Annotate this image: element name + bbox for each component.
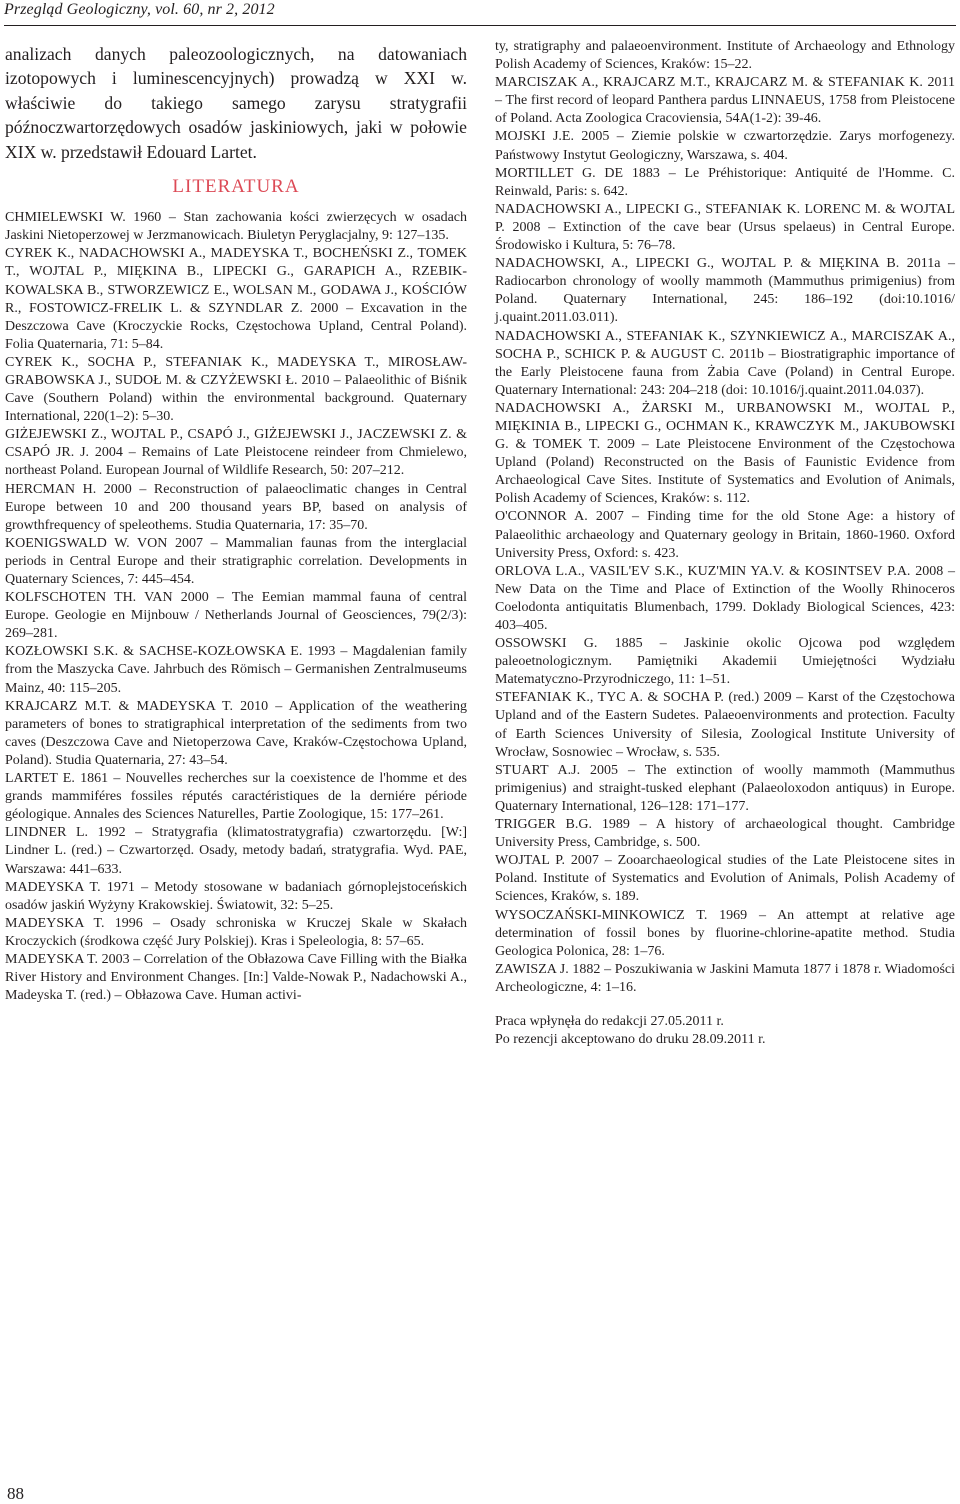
reference-item: MARCISZAK A., KRAJCARZ M.T., KRAJCARZ M. & STEFANIAK K. 2011 – The first record of leopard Panthera pardus LINNAEUS, 1758 from Pleistocene of Poland. Acta Zoologica Cracoviensia, 54A(1-2): 39-46. [495, 75, 955, 127]
reference-item: MORTILLET G. DE 1883 – Le Préhistorique: Antiquité de l'Homme. C. Reinwald, Paris: s. 642. [495, 165, 955, 199]
reference-item: O'CONNOR A. 2007 – Finding time for the old Stone Age: a history of Palaeolithic archaeology and Quaternary geology in Britain, 1860-1960. Oxford University Press, Oxford: s. 423. [495, 509, 955, 561]
reference-list-left [5, 209, 467, 1005]
reference-item: GIŻEJEWSKI Z., WOJTAL P., CSAPÓ J., GIŻEJEWSKI J., JACZEWSKI Z. & CSAPÓ JR. J. 2004 – Remains of Late Pleistocene reindeer from Chmielewo, northeast Poland. European Journal of Wildlife Research, 50: 207–212. [5, 427, 467, 479]
reference-item: MADEYSKA T. 1971 – Metody stosowane w badaniach górnoplejstoceńskich osadów jaskiń Wyżyny Krakowskiej. Światowit, 32: 5–25. [5, 879, 467, 913]
editorial-notes [495, 1013, 955, 1049]
reference-item: MADEYSKA T. 2003 – Correlation of the Obłazowa Cave Filling with the Białka River History and Environment Changes. [In:] Valde-Nowak P., Nadachowski A., Madeyska T. (red.) – Obłazowa Cave. Human activi- [5, 951, 467, 1004]
reference-item: WYSOCZAŃSKI-MINKOWICZ T. 1969 – An attempt at relative age determination of fossil bones by fluorine-chlorine-apatite method. Studia Geologica Polonica, 28: 1–76. [495, 907, 955, 959]
reference-item: TRIGGER B.G. 1989 – A history of archaeological thought. Cambridge University Press, Cambridge, s. 500. [495, 817, 955, 851]
reference-item: NADACHOWSKI, A., LIPECKI G., WOJTAL P. & MIĘKINA B. 2011a – Radiocarbon chronology of woolly mammoth (Mammuthus primigenius) from Poland. Quaternary International, 245: 186–192 (doi:10.1016/ j.quaint.2011.03.011). [495, 256, 955, 326]
reference-list-right [495, 38, 955, 997]
reference-item: LARTET E. 1861 – Nouvelles recherches sur la coexistence de l'homme et des grands mammiféres fossiles réputés caractéristiques de la derniére période géologique. Annales des Sciences Naturelles, Partie Zoologique, 15: 177–261. [5, 771, 467, 823]
reference-item: KRAJCARZ M.T. & MADEYSKA T. 2010 – Application of the weathering parameters of bones to stratigraphical interpretation of the sediments from two caves (Deszczowa Cave and Nietoperzowa Cave, Kraków-Częstochowa Upland, Poland). Studia Quaternaria, 27: 43–54. [5, 698, 467, 768]
received-note: Praca wpłynęła do redakcji 27.05.2011 r. [495, 1013, 724, 1029]
reference-item: KOENIGSWALD W. VON 2007 – Mammalian faunas from the interglacial periods in Central Europe and their stratigraphic correlation. Developments in Quaternary Sciences, 7: 445–454. [5, 535, 467, 587]
reference-item: NADACHOWSKI A., LIPECKI G., STEFANIAK K. LORENC M. & WOJTAL P. 2008 – Extinction of the cave bear (Ursus spelaeus) in Central Europe. Środowisko i Kultura, 5: 76–78. [495, 201, 955, 254]
reference-item: MADEYSKA T. 1996 – Osady schroniska w Kruczej Skale w Skałach Kroczyckich (środkowa część Jury Polskiej). Kras i Speleologia, 8: 57–65. [5, 915, 467, 949]
body-paragraph: analizach danych paleozoologicznych, na datowaniach izotopowych i luminescencyjnych) prowadzą w XXI w. właściwie do takiego samego zarysu stratygrafii późnoczwartorzędowych osadów jaskiniowych, jaki w połowie XIX w. przedstawił Edouard Lartet. [5, 44, 467, 162]
reference-item: LINDNER L. 1992 – Stratygrafia (klimatostratygrafia) czwartorzędu. [W:] Lindner L. (red.) – Czwartorzęd. Osady, metody badań, stratygrafia. Wyd. PAE, Warszawa: 441–633. [5, 825, 467, 877]
left-column [5, 38, 467, 1005]
reference-item: KOZŁOWSKI S.K. & SACHSE-KOZŁOWSKA E. 1993 – Magdalenian family from the Maszycka Cave. Jahrbuch des Römisch – Germanishen Zentralmuseums Mainz, 40: 115–205. [5, 644, 467, 696]
reference-item: ORLOVA L.A., VASIL'EV S.K., KUZ'MIN YA.V. & KOSINTSEV P.A. 2008 – New Data on the Time and Place of Extinction of the Woolly Rhinoceros Coelodonta antiquitatis Blumenbach, 1799. Doklady Biological Sciences, 423: 403–405. [495, 563, 955, 633]
reference-item: ty, stratigraphy and palaeoenvironment. Institute of Archaeology and Ethnology Polish Academy of Sciences, Kraków: 15–22. [495, 39, 955, 73]
reference-item: WOJTAL P. 2007 – Zooarchaeological studies of the Late Pleistocene sites in Poland. Institute of Systematics and Evolution of Animals, Polish Academy of Sciences, Kraków, s. 189. [495, 853, 955, 905]
reference-item: ZAWISZA J. 1882 – Poszukiwania w Jaskini Mamuta 1877 i 1878 r. Wiadomości Archeologiczne, 4: 1–16. [495, 961, 955, 995]
running-header [4, 0, 956, 26]
reference-item: STEFANIAK K., TYC A. & SOCHA P. (red.) 2009 – Karst of the Częstochowa Upland and of the Eastern Sudetes. Palaeoenvironments and protection. Faculty of Earth Sciences University of Silesia, Zoological Institute University of Wrocław, Sosnowiec – Wrocław, s. 535. [495, 690, 955, 760]
reference-item: HERCMAN H. 2000 – Reconstruction of palaeoclimatic changes in Central Europe between 10 and 200 thousand years BP, based on analysis of growthfrequency of speleothems. Studia Quaternaria, 17: 35–70. [5, 481, 467, 533]
reference-item: CYREK K., SOCHA P., STEFANIAK K., MADEYSKA T., MIROSŁAW-GRABOWSKA J., SUDOŁ M. & CZYŻEWSKI Ł. 2010 – Palaeolithic of Biśnik Cave (Southern Poland) within the environmental background. Quaternary International, 220(1–2): 5–30. [5, 354, 467, 425]
reference-item: MOJSKI J.E. 2005 – Ziemie polskie w czwartorzędzie. Zarys morfogenezy. Państwowy Instytut Geologiczny, Warszawa, s. 404. [495, 129, 955, 163]
reference-item: STUART A.J. 2005 – The extinction of woolly mammoth (Mammuthus primigenius) and straight-tusked elephant (Palaeoloxodon antiquus) in Europe. Quaternary International, 126–128: 171–177. [495, 762, 955, 814]
reference-item: CHMIELEWSKI W. 1960 – Stan zachowania kości zwierzęcych w osadach Jaskini Nietoperzowej w Jerzmanowicach. Biuletyn Peryglacjalny, 9: 127–135. [5, 210, 467, 244]
section-title-literatura: LITERATURA [172, 176, 300, 198]
accepted-note: Po rezencji akceptowano do druku 28.09.2011 r. [495, 1032, 766, 1048]
page-number: 88 [7, 1484, 24, 1503]
right-column [495, 38, 955, 1049]
reference-item: NADACHOWSKI A., STEFANIAK K., SZYNKIEWICZ A., MARCISZAK A., SOCHA P., SCHICK P. & AUGUST C. 2011b – Biostratigraphic importance of the Early Pleistocene fauna from Żabia Cave (Poland) in Central Europe. Quaternary International: 243: 204–218 (doi: 10.1016/j.quaint.2011.04.037). [495, 328, 955, 398]
reference-item: CYREK K., NADACHOWSKI A., MADEYSKA T., BOCHEŃSKI Z., TOMEK T., WOJTAL P., MIĘKINA B., LIPECKI G., GARAPICH A., RZEBIK-KOWALSKA B., STWORZEWICZ E., WOLSAN M., GODAWA J., KOŚCIÓW R., FOSTOWICZ-FRELIK L. & SZYNDLAR Z. 2000 – Excavation in the Deszczowa Cave (Kroczyckie Rocks, Częstochowa Upland, Central Poland). Folia Quaternaria, 71: 5–84. [5, 246, 467, 352]
reference-item: NADACHOWSKI A., ŻARSKI M., URBANOWSKI M., WOJTAL P., MIĘKINIA B., LIPECKI G., OCHMAN K., KRAWCZYK M., JAKUBOWSKI G. & TOMEK T. 2009 – Late Pleistocene Environment of the Częstochowa Upland (Poland) Reconstructed on the Basis of Faunistic Evidence from Archaeological Cave Sites. Institute of Systematics and Evolution of Animals, Polish Academy of Sciences, Kraków: s. 112. [495, 400, 955, 507]
reference-item: KOLFSCHOTEN TH. VAN 2000 – The Eemian mammal fauna of central Europe. Geologie en Mijnbouw / Netherlands Journal of Geosciences, 79(2/3): 269–281. [5, 590, 467, 642]
reference-item: OSSOWSKI G. 1885 – Jaskinie okolic Ojcowa pod względem paleoetnologicznym. Pamiętniki Akademii Umiejętności Wydziału Matematyczno-Przyrodniczego, 11: 1–51. [495, 636, 955, 688]
journal-title: Przegląd Geologiczny, vol. 60, nr 2, 2012 [4, 1, 275, 18]
